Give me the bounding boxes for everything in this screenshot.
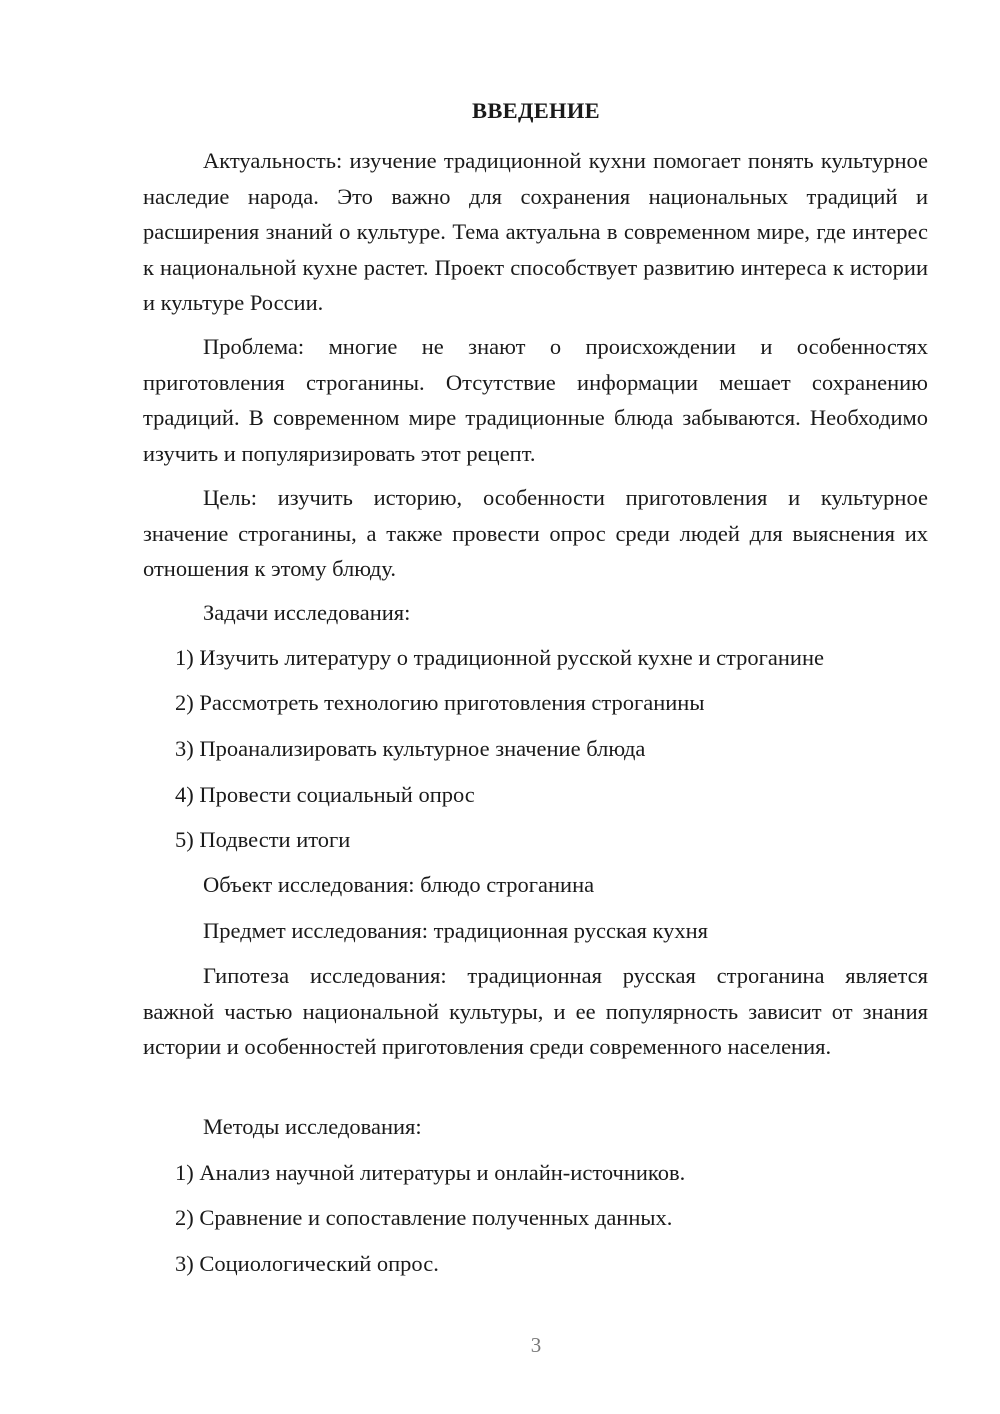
hypothesis-text: Гипотеза исследования: традиционная русская строганина является важной частью национальной культуры, и ее популярность зависит от знания истории и особенностей приготовления среди современного населения. <box>143 963 928 1059</box>
goal-paragraph <box>143 480 928 587</box>
tasks-heading: Задачи исследования: <box>203 600 411 625</box>
task-item: 5) Подвести итоги <box>175 827 351 852</box>
relevance-text: Актуальность: изучение традиционной кухни помогает понять культурное наследие народа. Это важно для сохранения национальных традиций и расширения знаний о культуре. Тема актуальна в современном мире, где интерес к национальной кухне растет. Проект способствует развитию интереса к истории и культуре России. <box>143 148 928 315</box>
research-object: Объект исследования: блюдо строганина <box>203 872 595 897</box>
goal-text: Цель: изучить историю, особенности приготовления и культурное значение строганины, а также провести опрос среди людей для выяснения их отношения к этому блюду. <box>143 485 928 581</box>
task-item: 1) Изучить литературу о традиционной русской кухне и строганине <box>175 645 824 670</box>
problem-paragraph <box>143 329 928 471</box>
method-item: 1) Анализ научной литературы и онлайн-источников. <box>175 1160 686 1185</box>
research-subject: Предмет исследования: традиционная русская кухня <box>203 918 709 943</box>
task-item: 3) Проанализировать культурное значение блюда <box>175 736 646 761</box>
task-item: 2) Рассмотреть технологию приготовления строганины <box>175 690 705 715</box>
task-item: 4) Провести социальный опрос <box>175 782 475 807</box>
method-item: 3) Социологический опрос. <box>175 1251 439 1276</box>
methods-heading: Методы исследования: <box>203 1114 422 1139</box>
section-title: ВВЕДЕНИЕ <box>472 98 600 123</box>
page-number: 3 <box>530 1333 542 1357</box>
method-item: 2) Сравнение и сопоставление полученных данных. <box>175 1205 673 1230</box>
relevance-paragraph <box>143 143 928 321</box>
hypothesis-paragraph <box>143 958 928 1065</box>
problem-text: Проблема: многие не знают о происхождении и особенностях приготовления строганины. Отсутствие информации мешает сохранению традиций. В современном мире традиционные блюда забываются. Необходимо изучить и популяризировать этот рецепт. <box>143 334 928 466</box>
